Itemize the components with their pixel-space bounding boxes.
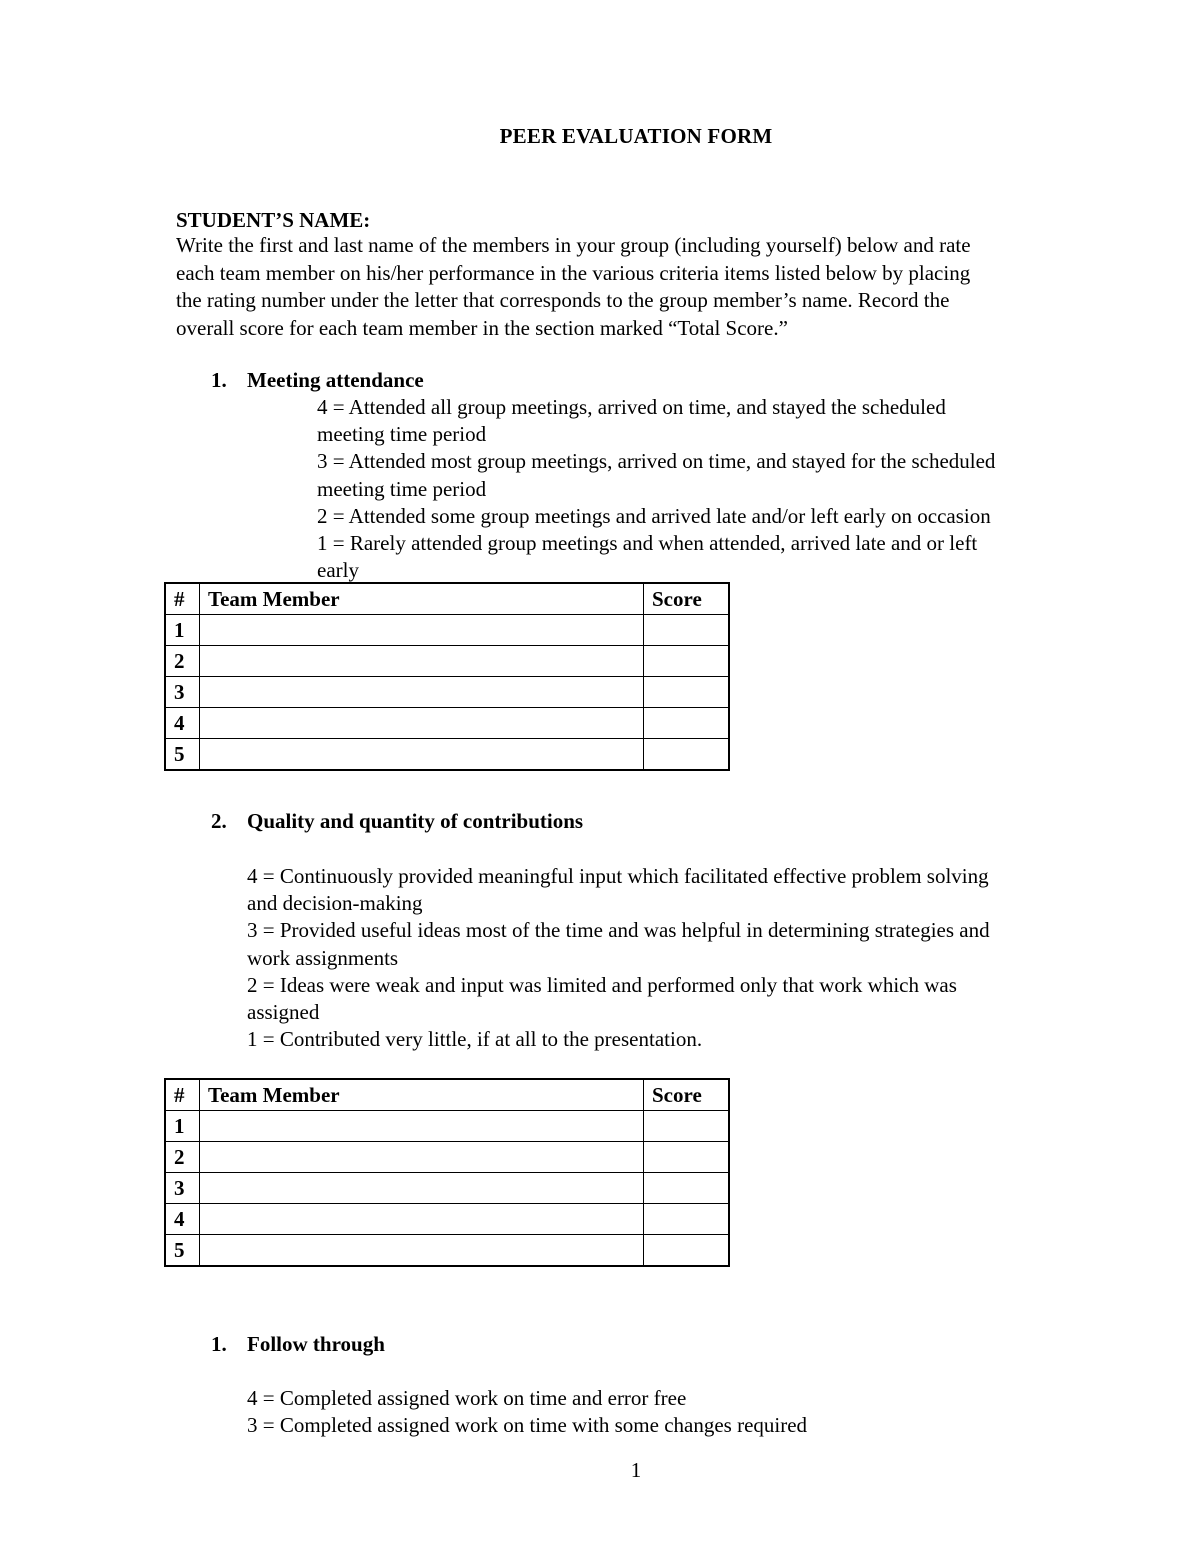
rating-options-contributions [247,863,990,1053]
row-number: 1 [165,1111,200,1142]
section-heading-contributions [211,809,583,834]
row-number: 5 [165,1235,200,1267]
table-row [165,1204,729,1235]
header-team-member: Team Member [200,583,644,615]
row-number: 3 [165,1173,200,1204]
score-cell[interactable] [644,708,730,739]
rating-option: 4 = Attended all group meetings, arrived on time, and stayed the scheduled [317,395,946,419]
table-row [165,1142,729,1173]
table-row [165,708,729,739]
rating-option: early [317,558,359,583]
rating-option: and decision-making [247,891,423,916]
rating-options-follow-through [247,1385,807,1439]
rating-option: 1 = Contributed very little, if at all to the presentation. [247,1027,703,1052]
team-member-cell[interactable] [200,708,644,739]
instructions-paragraph [176,232,1086,342]
table-row [165,1235,729,1267]
row-number: 2 [165,646,200,677]
section-heading-follow-through [211,1332,385,1357]
header-score: Score [644,583,730,615]
row-number: 1 [165,615,200,646]
team-member-cell[interactable] [200,646,644,677]
section-title: Quality and quantity of contributions [247,809,584,833]
team-member-cell[interactable] [200,1204,644,1235]
rating-option: 3 = Attended most group meetings, arrived on time, and stayed for the scheduled [317,449,996,474]
instructions-line: overall score for each team member in the section marked “Total Score.” [176,315,788,340]
section-number: 2. [211,809,227,833]
section-heading-meeting-attendance [211,368,424,393]
page-number: 1 [630,1458,642,1482]
rating-options-meeting-attendance [317,394,995,584]
team-member-cell[interactable] [200,677,644,708]
score-cell[interactable] [644,1142,730,1173]
instructions-line: the rating number under the letter that corresponds to the group member’s name. Record the [176,288,950,312]
score-cell[interactable] [644,646,730,677]
header-score: Score [644,1079,730,1111]
score-cell[interactable] [644,677,730,708]
student-name-label: STUDENT’S NAME: [176,208,371,232]
row-number: 2 [165,1142,200,1173]
section-title: Meeting attendance [247,368,424,392]
rating-option: 4 = Continuously provided meaningful input which facilitated effective problem solving [247,864,989,888]
score-cell[interactable] [644,1173,730,1204]
team-member-cell[interactable] [200,615,644,646]
section-number: 1. [211,1332,227,1356]
table-row [165,677,729,708]
score-table-meeting-attendance [164,582,730,771]
team-member-cell[interactable] [200,1173,644,1204]
score-cell[interactable] [644,739,730,771]
table-header-row [165,1079,729,1111]
table-header-row [165,583,729,615]
table-row [165,646,729,677]
rating-option: work assignments [247,945,399,970]
rating-option: 2 = Attended some group meetings and arrived late and/or left early on occasion [317,503,991,528]
rating-option: 3 = Completed assigned work on time with some changes required [247,1413,808,1438]
team-member-cell[interactable] [200,739,644,771]
score-cell[interactable] [644,1111,730,1142]
team-member-cell[interactable] [200,1111,644,1142]
table-row [165,1111,729,1142]
score-cell[interactable] [644,1204,730,1235]
header-number: # [165,583,200,615]
rating-option: 4 = Completed assigned work on time and error free [247,1386,687,1410]
page-title: PEER EVALUATION FORM [499,124,773,148]
header-number: # [165,1079,200,1111]
rating-option: assigned [247,1000,320,1025]
table-row [165,615,729,646]
header-team-member: Team Member [200,1079,644,1111]
instructions-line: Write the first and last name of the members in your group (including yourself) below and rate [176,233,971,257]
rating-option: meeting time period [317,476,487,501]
section-number: 1. [211,368,227,392]
rating-option: 3 = Provided useful ideas most of the time and was helpful in determining strategies and [247,918,990,943]
score-cell[interactable] [644,615,730,646]
rating-option: 2 = Ideas were weak and input was limited and performed only that work which was [247,972,957,997]
section-title: Follow through [247,1332,385,1356]
row-number: 3 [165,677,200,708]
team-member-cell[interactable] [200,1235,644,1267]
score-cell[interactable] [644,1235,730,1267]
row-number: 4 [165,1204,200,1235]
rating-option: meeting time period [317,422,487,447]
rating-option: 1 = Rarely attended group meetings and when attended, arrived late and or left [317,531,978,556]
instructions-line: each team member on his/her performance in the various criteria items listed below by placing [176,260,971,285]
row-number: 4 [165,708,200,739]
score-table-contributions [164,1078,730,1267]
table-row [165,1173,729,1204]
team-member-cell[interactable] [200,1142,644,1173]
table-row [165,739,729,771]
row-number: 5 [165,739,200,771]
